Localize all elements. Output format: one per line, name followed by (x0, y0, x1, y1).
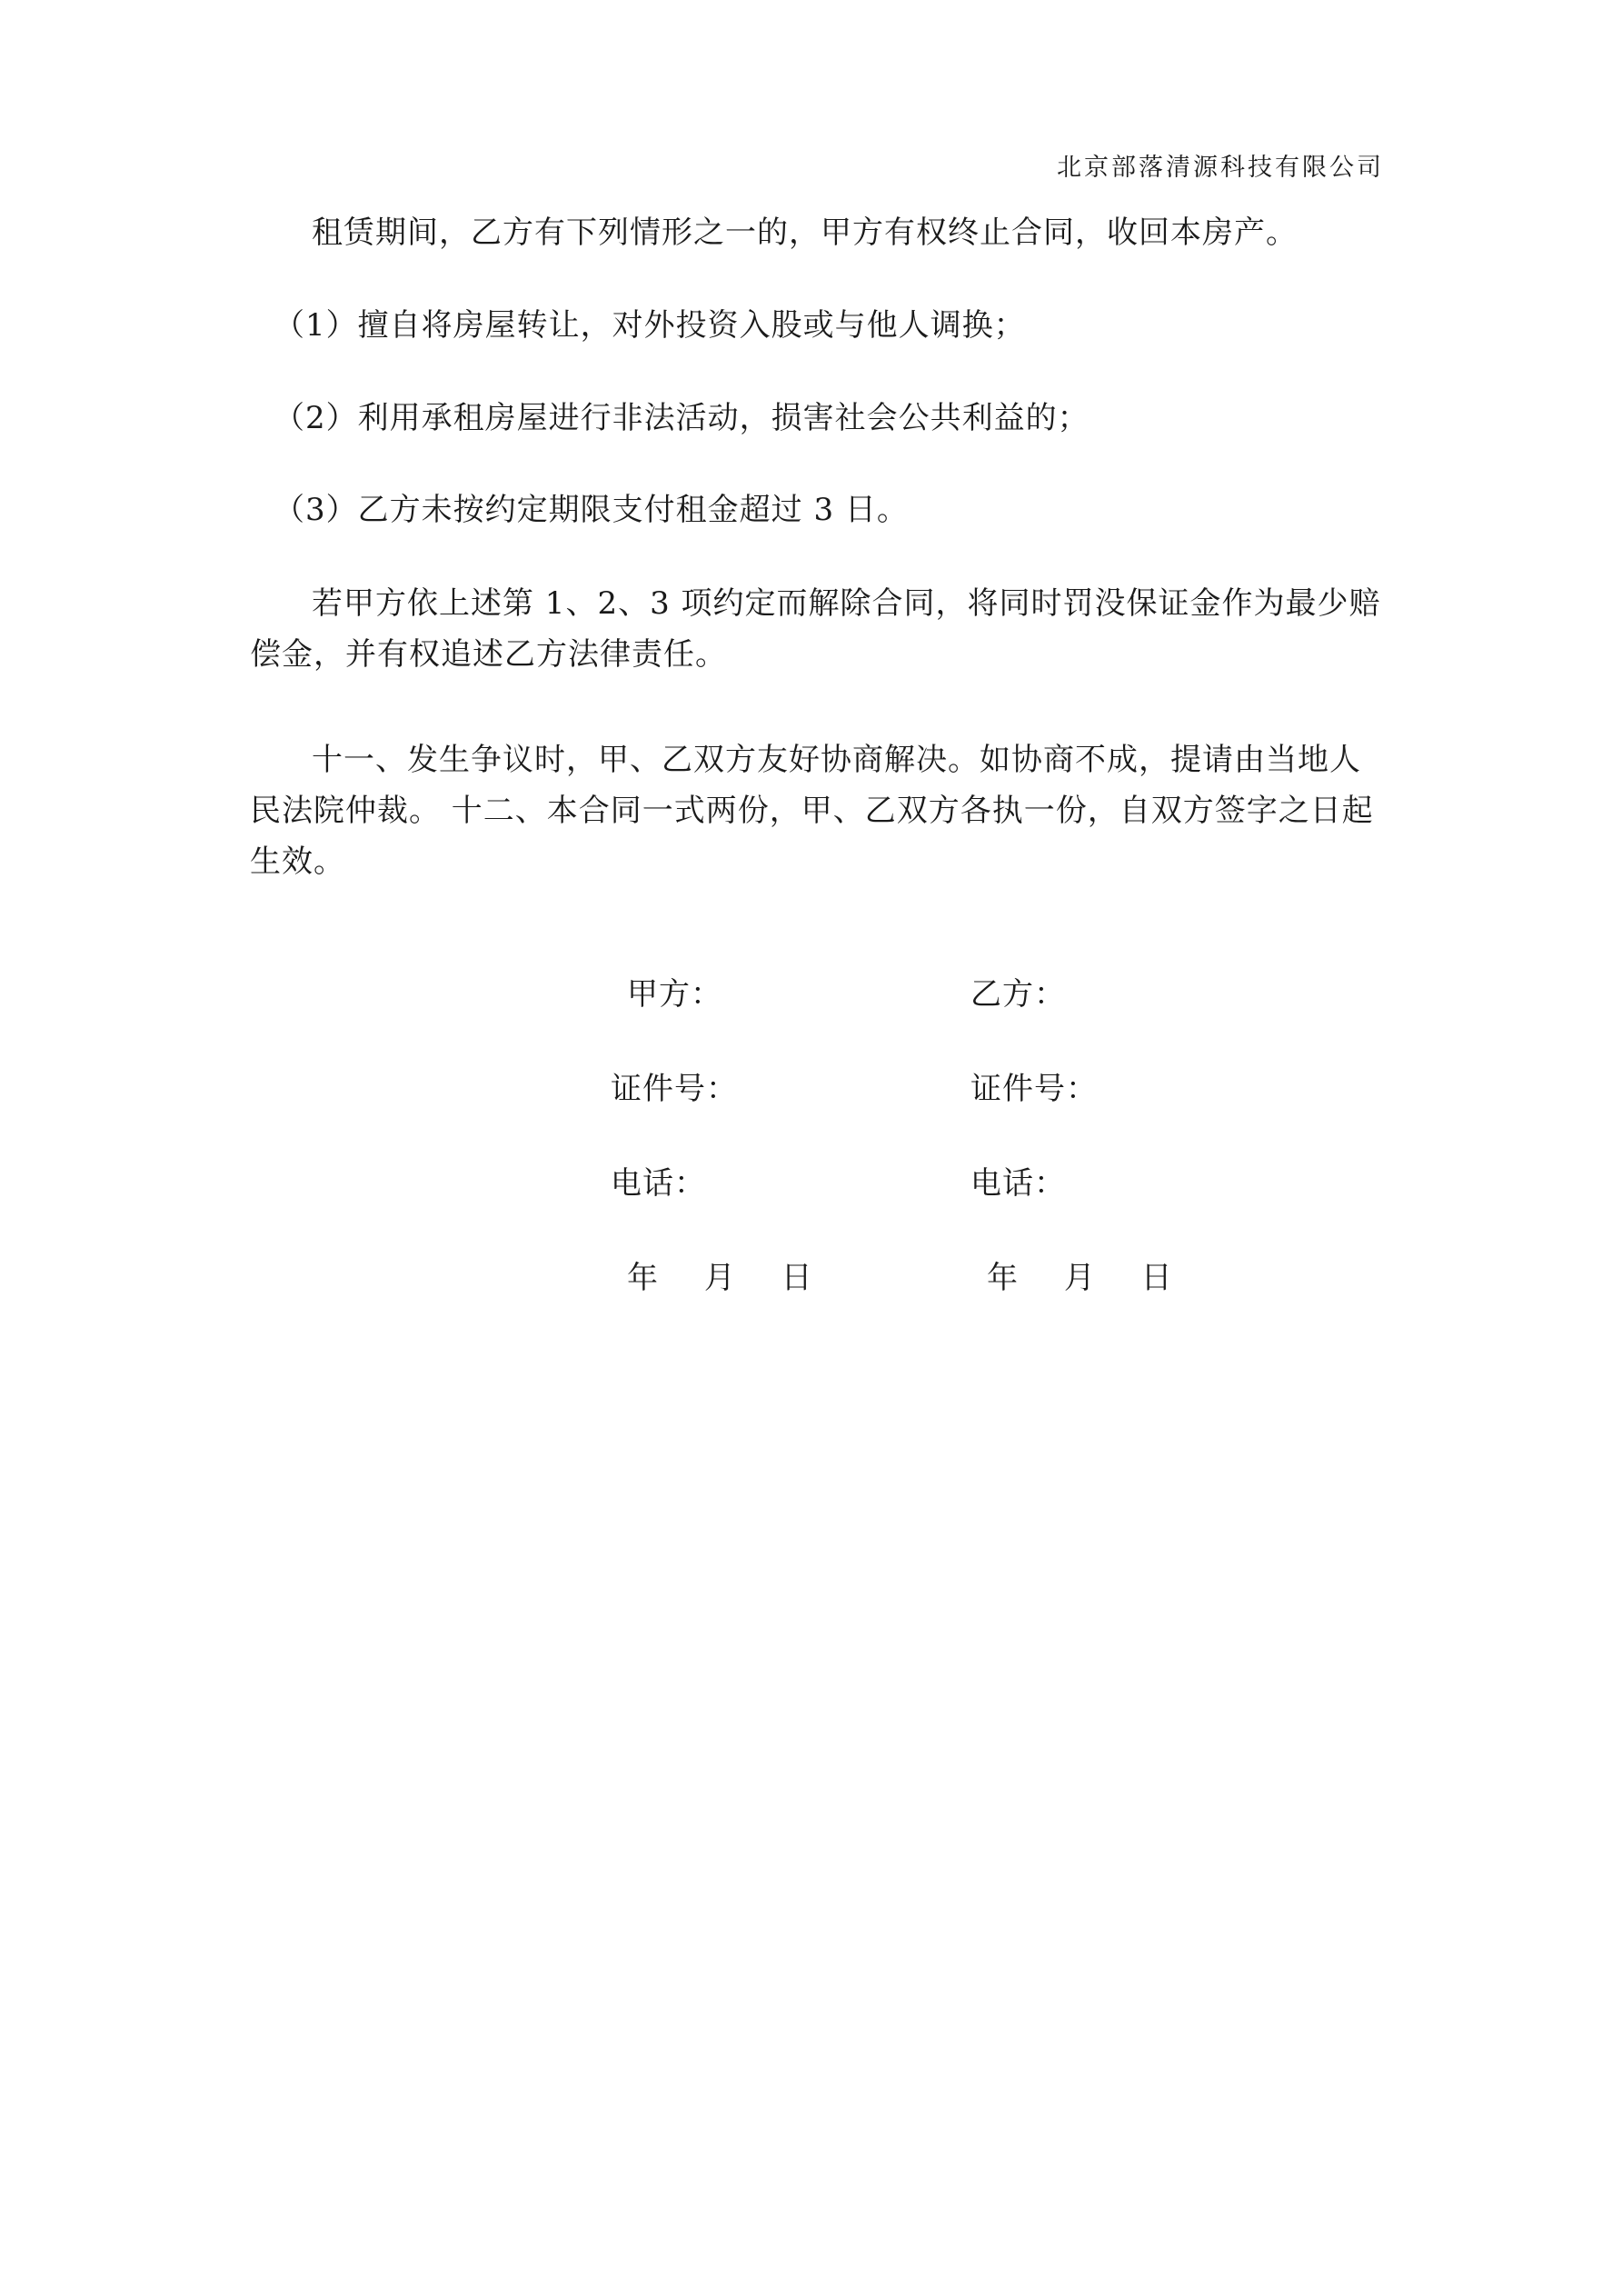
party-a-year-label: 年 (627, 1260, 659, 1296)
party-b-label: 乙方： (970, 976, 1066, 1013)
party-a-date (627, 1260, 813, 1296)
party-b-year-label: 年 (987, 1260, 1019, 1296)
disputes-paragraph: 十一、发生争议时，甲、乙双方友好协商解决。如协商不成，提请由当地人民法院仲裁。 十二、本合同一式两份，甲、乙双方各执一份，自双方签字之日起生效。 (250, 742, 1374, 880)
party-b-date (987, 1260, 1173, 1296)
termination-intro-paragraph: 租赁期间，乙方有下列情形之一的，甲方有权终止合同，收回本房产。 (312, 215, 1298, 251)
party-b-phone-label: 电话： (970, 1165, 1066, 1202)
clause-item-1: （1）擅自将房屋转让，对外投资入股或与他人调换； (274, 307, 1026, 344)
party-b-day-label: 日 (1140, 1260, 1173, 1296)
party-a-month-label: 月 (703, 1260, 736, 1296)
header-company-name: 北京部落清源科技有限公司 (1057, 154, 1384, 182)
party-b-id-label: 证件号： (970, 1071, 1098, 1107)
clause-item-2: （2）利用承租房屋进行非法活动，损害社会公共利益的； (274, 400, 1090, 436)
party-a-id-label: 证件号： (611, 1071, 738, 1107)
penalty-paragraph: 若甲方依上述第 1、2、3 项约定而解除合同，将同时罚没保证金作为最少赔偿金，并有权追述乙方法律责任。 (250, 585, 1381, 673)
clause-item-3: （3）乙方未按约定期限支付租金超过 3 日。 (274, 492, 909, 528)
party-a-day-label: 日 (781, 1260, 813, 1296)
party-a-phone-label: 电话： (611, 1165, 706, 1202)
party-b-month-label: 月 (1063, 1260, 1096, 1296)
party-a-label: 甲方： (627, 976, 722, 1013)
